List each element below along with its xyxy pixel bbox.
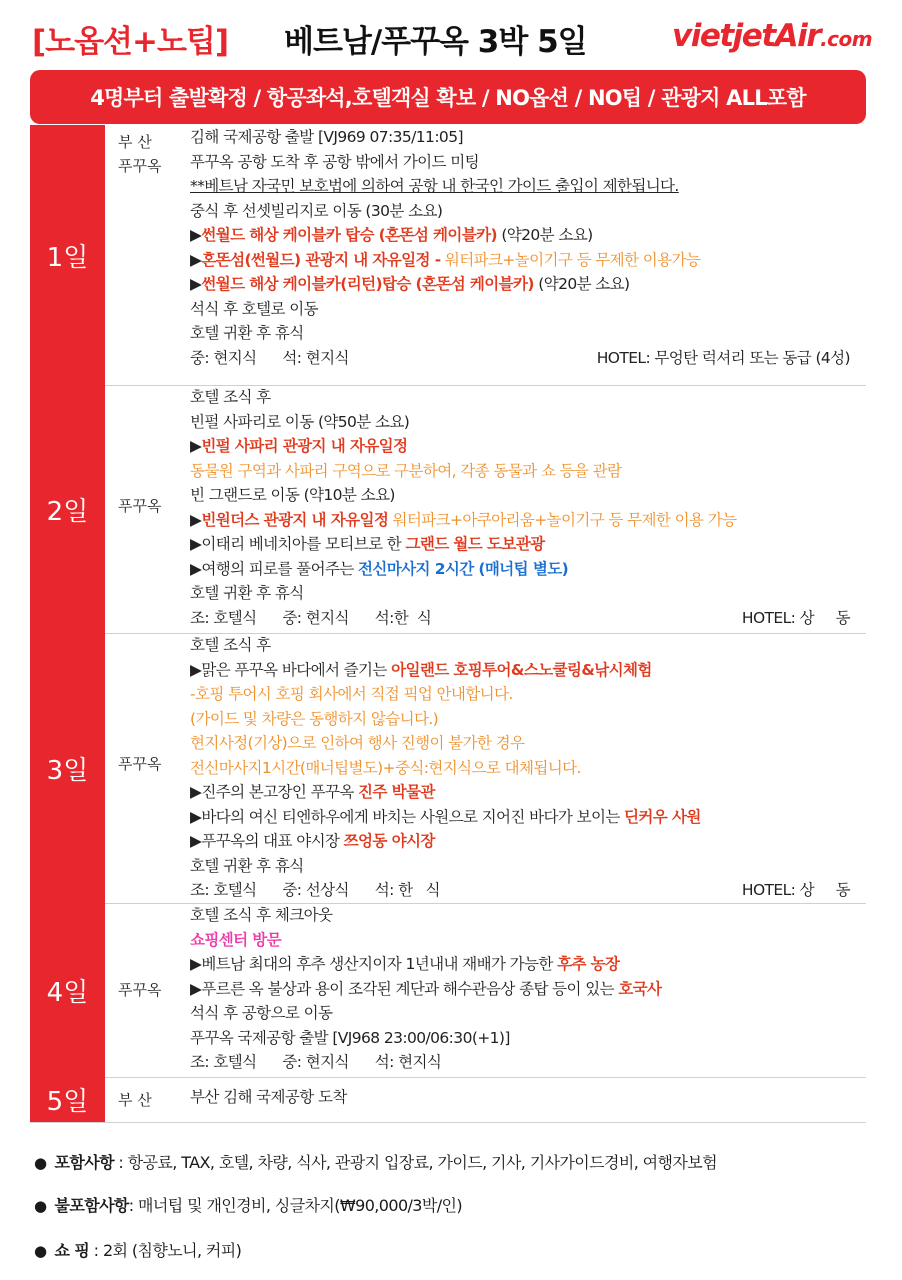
day-schedule	[190, 1085, 860, 1110]
schedule-line	[190, 434, 860, 459]
hotel-text: HOTEL: 상 동	[741, 608, 850, 627]
day-row	[30, 385, 866, 634]
meals-row	[190, 878, 860, 903]
line-text: 석식 후 공항으로 이동	[190, 1004, 333, 1022]
line-text: 호텔 조식 후	[190, 388, 271, 406]
schedule-line	[190, 150, 860, 175]
day-schedule	[190, 385, 860, 630]
line-hl: 빈원더스 관광지 내 자유일정	[201, 510, 389, 529]
schedule-line	[190, 707, 860, 732]
line-prefix: ▶	[190, 979, 202, 998]
line-prefix: ▶	[190, 437, 202, 455]
day-location: 부 산	[118, 1091, 152, 1109]
day-label: 4일	[30, 903, 105, 1077]
schedule-line	[190, 581, 860, 606]
line-prefix: ▶	[190, 832, 202, 850]
line-prefix: ▶	[190, 660, 202, 679]
schedule-line	[190, 532, 860, 557]
line-text: 빈 그랜드로 이동 (약10분 소요)	[190, 486, 395, 504]
line-prefix: ▶	[190, 226, 202, 244]
line-hl2: 딘커우 사원	[624, 807, 701, 826]
line-prefix: ▶	[190, 807, 202, 826]
excluded-note	[34, 1193, 884, 1216]
day-label: 1일	[30, 125, 105, 385]
line-text: 빈펄 사파리로 이동 (약50분 소요)	[190, 412, 410, 431]
line-rest: 진주의 본고장인 푸꾸옥	[201, 783, 359, 801]
line-text: 호텔 조식 후 체크아웃	[190, 906, 333, 924]
line-rest: (약20분 소요)	[533, 275, 630, 293]
line-prefix: ▶	[190, 275, 202, 293]
schedule-line	[190, 297, 860, 322]
schedule-line	[190, 508, 860, 533]
day-label: 2일	[30, 385, 105, 633]
meals-text: 조: 호텔식 중: 현지식 석:한 식	[190, 608, 432, 627]
logo-suffix: .com	[820, 27, 873, 51]
day-row	[30, 903, 866, 1078]
line-orange: -호핑 투어시 호핑 회사에서 직접 픽업 안내합니다.	[190, 685, 513, 703]
line-prefix: ▶	[190, 783, 202, 801]
line-text: 석식 후 호텔로 이동	[190, 299, 318, 318]
meals-row	[190, 1050, 860, 1075]
schedule-line	[190, 682, 860, 707]
schedule-line	[190, 557, 860, 582]
line-rest: 여행의 피로를 풀어주는	[201, 559, 359, 578]
day-schedule	[190, 125, 860, 370]
line-rest: 바다의 여신 티엔하우에게 바치는 사원으로 지어진 바다가 보이는	[201, 807, 625, 826]
line-rest: 맑은 푸꾸옥 바다에서 즐기는	[201, 660, 392, 679]
day-row	[30, 633, 866, 904]
day-row	[30, 1077, 866, 1123]
line-pink: 쇼핑센터 방문	[190, 930, 282, 949]
line-text: 부산 김해 국제공항 도착	[190, 1088, 347, 1106]
hotel-text	[850, 1050, 860, 1075]
vietjet-logo	[672, 18, 872, 54]
line-hl2: 호국사	[618, 979, 662, 998]
line-hl2: 후추 농장	[557, 955, 620, 973]
line-orange: 동물원 구역과 사파리 구역으로 구분하여, 각종 동물과 쇼 등을 관람	[190, 461, 622, 480]
meals-row	[190, 606, 860, 631]
schedule-line	[190, 903, 860, 928]
schedule-line	[190, 459, 860, 484]
day-label: 3일	[30, 633, 105, 903]
excluded-text: : 매너팁 및 개인경비, 싱글차지(₩90,000/3박/인)	[128, 1196, 463, 1215]
line-text: 김해 국제공항 출발 [VJ969 07:35/11:05]	[190, 128, 463, 146]
excluded-label: 불포함사항	[54, 1196, 129, 1215]
hotel-text: HOTEL: 무엉탄 럭셔리 또는 동급 (4성)	[596, 348, 850, 367]
line-hl: 썬월드 해상 케이블카 탑승 (혼똔섬 케이블카)	[201, 226, 497, 244]
schedule-line	[190, 977, 860, 1002]
schedule-line	[190, 248, 860, 273]
included-label: 포함사항	[54, 1153, 114, 1172]
day-schedule	[190, 903, 860, 1075]
day-label: 5일	[30, 1077, 105, 1122]
line-hl2: 진주 박물관	[358, 783, 435, 801]
day-location: 부 산	[118, 133, 152, 151]
line-prefix: ▶	[190, 510, 202, 529]
line-prefix: ▶	[190, 559, 202, 578]
schedule-line	[190, 780, 860, 805]
line-text: 호텔 귀환 후 휴식	[190, 584, 304, 602]
meals-text: 조: 호텔식 중: 선상식 석: 한 식	[190, 881, 440, 899]
info-banner: 4명부터 출발확정 / 항공좌석,호텔객실 확보 / NO옵션 / NO팁 / 관광지 ALL포함	[30, 70, 866, 124]
line-orange: (가이드 및 차량은 동행하지 않습니다.)	[190, 709, 439, 728]
line-text: 호텔 조식 후	[190, 636, 271, 654]
line-hl: 빈펄 사파리 관광지 내 자유일정	[201, 437, 408, 455]
schedule-line	[190, 1026, 860, 1051]
shopping-label: 쇼 핑	[54, 1241, 90, 1260]
schedule-line	[190, 199, 860, 224]
schedule-line	[190, 483, 860, 508]
bullet-icon: ●	[34, 1154, 47, 1172]
bullet-icon: ●	[34, 1197, 47, 1215]
schedule-line	[190, 272, 860, 297]
line-prefix: ▶	[190, 955, 202, 973]
schedule-line	[190, 1085, 860, 1110]
line-text: 호텔 귀환 후 휴식	[190, 856, 304, 875]
line-prefix: ▶	[190, 535, 202, 553]
schedule-line	[190, 125, 860, 150]
meals-text: 중: 현지식 석: 현지식	[190, 348, 349, 367]
shopping-text: : 2회 (침향노니, 커피)	[89, 1241, 242, 1260]
schedule-line	[190, 223, 860, 248]
line-text: 푸꾸옥 공항 도착 후 공항 밖에서 가이드 미팅	[190, 152, 480, 171]
line-hl2: 쯔엉동 야시장	[343, 832, 435, 850]
line-rest: 베트남 최대의 후추 생산지이자 1년내내 재배가 가능한	[201, 955, 558, 973]
line-orange: 워터파크+아쿠아리움+놀이기구 등 무제한 이용 가능	[388, 510, 737, 529]
schedule-line	[190, 410, 860, 435]
line-orange: 워터파크+놀이기구 등 무제한 이용가능	[440, 250, 701, 269]
line-hl: 썬월드 해상 케이블카(리턴)탑승 (혼똔섬 케이블카)	[201, 275, 534, 293]
logo-main: vietjetAir	[672, 18, 821, 54]
included-text: : 항공료, TAX, 호텔, 차량, 식사, 관광지 입장료, 가이드, 기사, 기사가이드경비, 여행자보험	[113, 1153, 717, 1172]
line-text: 호텔 귀환 후 휴식	[190, 324, 304, 342]
line-blue: 전신마사지 2시간 (매너팁 별도)	[358, 559, 569, 578]
schedule-line	[190, 756, 860, 781]
day-location: 푸꾸옥	[118, 755, 162, 773]
page-title: 베트남/푸꾸옥 3박 5일	[284, 24, 587, 60]
bullet-icon: ●	[34, 1242, 47, 1260]
line-orange: 전신마사지1시간(매너팁별도)+중식:현지식으로 대체됩니다.	[190, 758, 581, 777]
title-badge: [노옵션+노팁]	[32, 24, 229, 60]
header	[0, 0, 902, 70]
schedule-line	[190, 731, 860, 756]
shopping-note	[34, 1238, 884, 1261]
schedule-line	[190, 174, 860, 199]
line-prefix: ▶	[190, 250, 202, 269]
day-schedule	[190, 633, 860, 903]
included-note	[34, 1150, 884, 1173]
line-rest: (약20분 소요)	[497, 226, 593, 244]
schedule-line	[190, 952, 860, 977]
schedule-line	[190, 633, 860, 658]
line-text: 중식 후 선셋빌리지로 이동 (30분 소요)	[190, 201, 443, 220]
day-row	[30, 125, 866, 386]
day-location: 푸꾸옥	[118, 157, 162, 175]
day-location: 푸꾸옥	[118, 981, 162, 999]
line-hl: 혼똔섬(썬월드) 관광지 내 자유일정 -	[201, 250, 441, 269]
schedule-line	[190, 1001, 860, 1026]
hotel-text: HOTEL: 상 동	[741, 881, 850, 899]
line-text: **베트남 자국민 보호법에 의하여 공항 내 한국인 가이드 출입이 제한됩니다.	[190, 177, 679, 195]
schedule-line	[190, 658, 860, 683]
line-text: 푸꾸옥 국제공항 출발 [VJ968 23:00/06:30(+1)]	[190, 1028, 510, 1047]
line-rest: 이태리 베네치아를 모티브로 한	[201, 535, 406, 553]
schedule-line	[190, 805, 860, 830]
line-hl2: 그랜드 월드 도보관광	[405, 535, 545, 553]
schedule-line	[190, 829, 860, 854]
day-location: 푸꾸옥	[118, 497, 162, 515]
meals-row	[190, 346, 860, 371]
line-rest: 푸르른 옥 불상과 용이 조각된 계단과 해수관음상 종탑 등이 있는	[201, 979, 619, 998]
schedule-line	[190, 385, 860, 410]
line-rest: 푸꾸옥의 대표 야시장	[201, 832, 344, 850]
line-orange: 현지사정(기상)으로 인하여 행사 진행이 불가한 경우	[190, 734, 525, 752]
schedule-line	[190, 321, 860, 346]
line-hl2: 아일랜드 호핑투어&스노쿨링&낚시체험	[391, 660, 652, 679]
schedule-line	[190, 928, 860, 953]
meals-text: 조: 호텔식 중: 현지식 석: 현지식	[190, 1053, 442, 1071]
schedule-line	[190, 854, 860, 879]
